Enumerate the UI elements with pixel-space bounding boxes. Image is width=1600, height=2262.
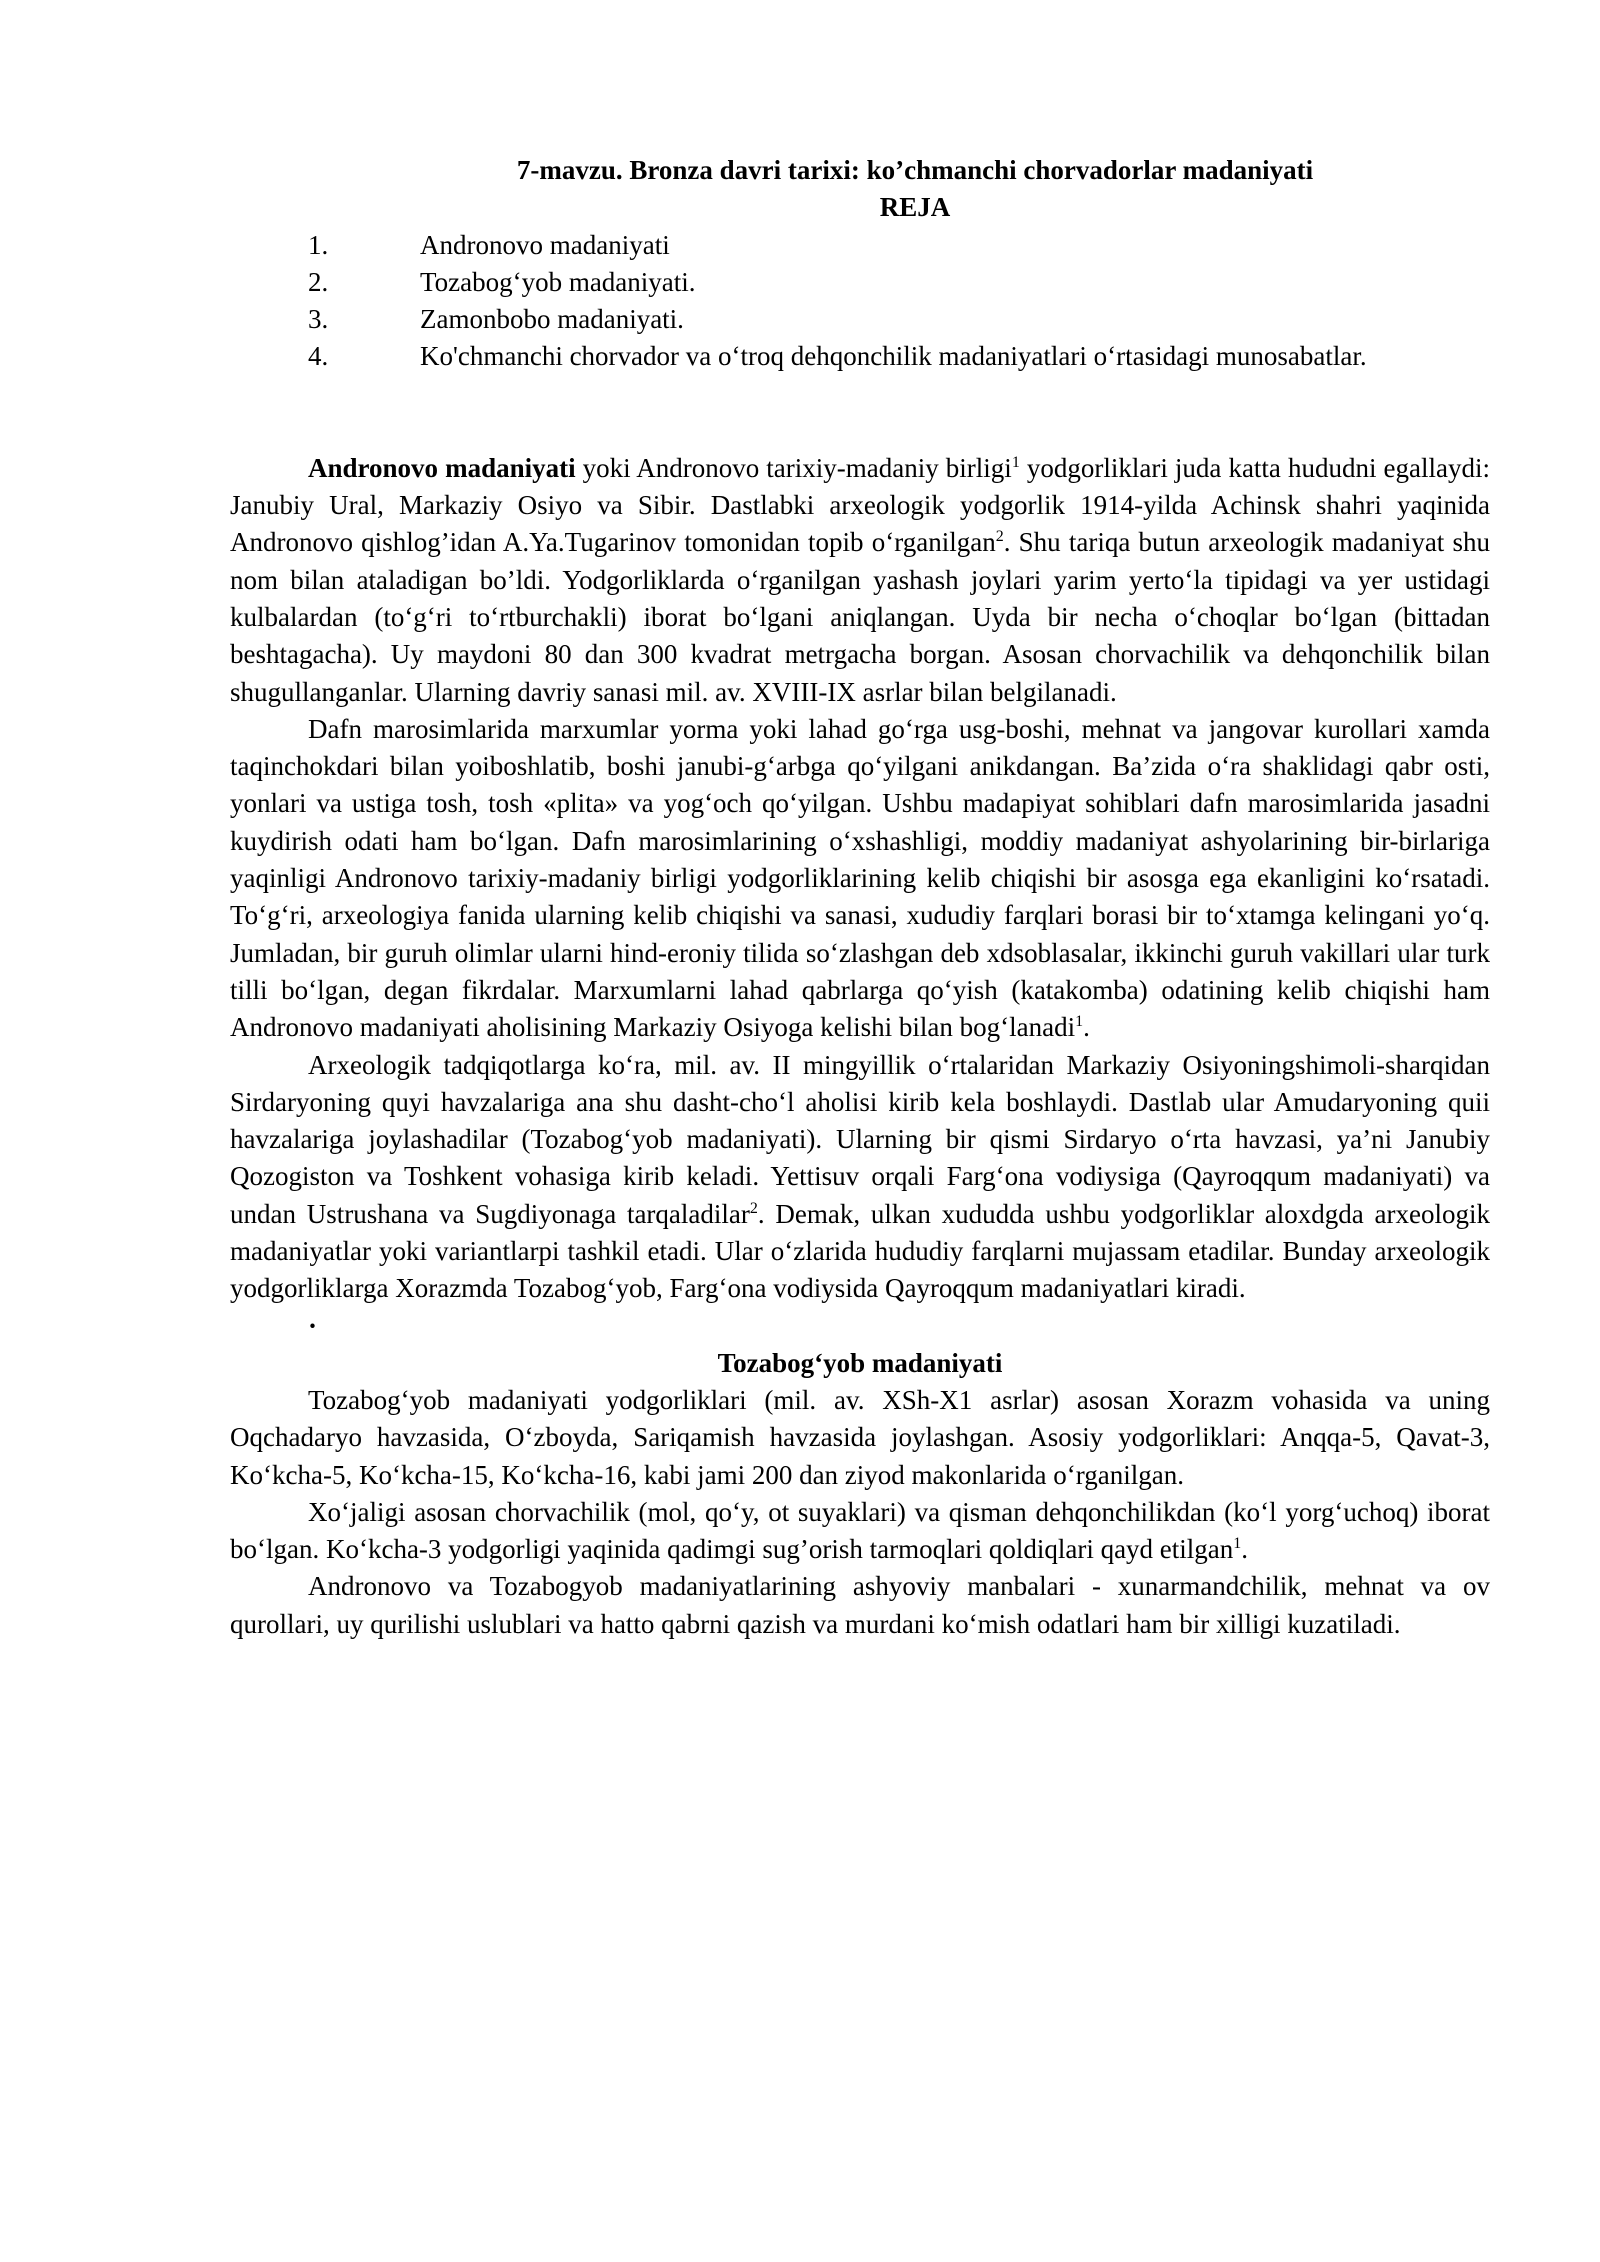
paragraph-text: . Shu tariqa butun arxeologik madaniyat shu nom bilan ataladigan bo’ldi. Yodgorliklarda o‘rganilgan yashash joylari yarim yerto‘la tipidagi va yer ustidagi kulbalardan (to‘g‘ri to‘rtburchakli) iborat bo‘lgani aniqlangan. Uyda bir necha o‘choqlar bo‘lgan (bittadan beshtagacha). Uy maydoni 80 dan 300 kvadrat metrgacha borgan. Asosan chorvachilik va dehqonchilik bilan shugullanganlar. Ularning davriy sanasi mil. av. XVIII-IX asrlar bilan belgilanadi. [230,527,1490,707]
paragraph-andronovo-intro [230,450,1490,711]
footnote-marker: 1 [1233,1535,1242,1553]
document-page [230,152,1490,1643]
footnote-marker: 2 [995,528,1004,546]
document-title: 7-mavzu. Bronza davri tarixi: ko’chmanchi chorvadorlar madaniyati [516,155,1314,185]
paragraph-text: yoki Andronovo tarixiy-madaniy birligi [575,452,1012,483]
plan-item-text: Zamonbobo madaniyati. [420,304,684,335]
bullet-dot: · [308,1310,318,1341]
paragraph-text: yodgorliklari juda katta hududni egallaydi: Janubiy Ural, Markaziy Osiyo va Sibir. Dastlabki arxeologik yodgorlik 1914-yilda Achinsk shahri yaqinida Andronovo qishlog’idan A.Ya.Tugarinov tomonidan topib o‘rganilgan [230,452,1490,558]
paragraph-economy [230,1494,1490,1569]
paragraph-text: . Demak, ulkan xududda ushbu yodgorliklar aloxdgda arxeologik madaniyatlar yoki variantlarpi tashkil etadi. Ular o‘zlarida hududiy farqlarni mujassam etadilar. Bunday arxeologik yodgorliklarga Xorazmda Tozabog‘yob, Farg‘ona vodiysida Qayroqqum madaniyatlari kiradi. [230,1198,1490,1304]
plan-item-number: 2. [308,266,329,297]
section-heading-tozabogyob: Tozabog‘yob madaniyati [717,1347,1003,1378]
plan-item [230,301,1490,338]
footnote-marker: 1 [1075,1013,1084,1031]
plan-item-number: 4. [308,341,329,372]
plan-item-text: Tozabog‘yob madaniyati. [420,266,696,297]
paragraph-migration [230,1047,1490,1308]
paragraph-text: . [1083,1012,1090,1043]
footnote-marker: 2 [749,1199,758,1217]
paragraph-text: . [1241,1534,1249,1565]
plan-item-text: Andronovo madaniyati [420,229,670,260]
paragraph-tozabogyob-sites: Tozabog‘yob madaniyati yodgorliklari (mil. av. XSh-X1 asrlar) asosan Xorazm vohasida va uning Oqchadaryo havzasida, O‘zboyda, Sariqamish havzasida joylashgan. Asosiy yodgorliklari: Anqqa-5, Qavat-3, Ko‘kcha-5, Ko‘kcha-15, Ko‘kcha-16, kabi jami 200 dan ziyod makonlarida o‘rganilgan. [230,1384,1490,1490]
plan-item-number: 1. [308,229,329,260]
paragraph-text: Xo‘jaligi asosan chorvachilik (mol, qo‘y, ot suyaklari) va qisman dehqonchilikdan (ko‘l yorg‘uchoq) iborat bo‘lgan. Ko‘kcha-3 yodgorligi yaqinida qadimgi sug’orish tarmoqlari qoldiqlari qayd etilgan [230,1496,1490,1565]
paragraph-lead-term: Andronovo madaniyati [308,452,576,483]
plan-item-text: Ko'chmanchi chorvador va o‘troq dehqonchilik madaniyatlari o‘rtasidagi munosabatlar. [420,341,1367,372]
paragraph-burial-rites [230,711,1490,1047]
paragraph-text: Arxeologik tadqiqotlarga ko‘ra, mil. av. II mingyillik o‘rtalaridan Markaziy Osiyoningshimoli-sharqidan Sirdaryoning quyi havzalariga ana shu dasht-cho‘l aholisi kirib kela boshlaydi. Dastlab ular Amudaryoning quii havzalariga joylashadilar (Tozabog‘yob madaniyati). Ularning bir qismi Sirdaryo o‘rta havzasi, ya’ni Janubiy Qozogiston va Toshkent vohasiga kirib keladi. Yettisuv orqali Farg‘ona vodiysiga (Qayroqqum madaniyati) va undan Ustrushana va Sugdiyonaga tarqaladilar [230,1049,1490,1229]
plan-item [230,227,1490,264]
plan-item [230,338,1490,375]
paragraph-text: Dafn marosimlarida marxumlar yorma yoki lahad go‘rga usg-boshi, mehnat va jangovar kurollari xamda taqinchokdari bilan yoiboshlatib, boshi janubi-g‘arbga qo‘yilgani anikdangan. Ba’zida o‘ra shaklidagi qabr osti, yonlari va ustiga tosh, tosh «plita» va yog‘och qo‘yilgan. Ushbu madapiyat sohiblari dafn marosimlarida jasadni kuydirish odati ham bo‘lgan. Dafn marosimlarining o‘xshashligi, moddiy madaniyat ashyolarining bir-birlariga yaqinligi Andronovo tarixiy-madaniy birligi yodgorliklarining kelib chiqishi bir asosga ega ekanligini ko‘rsatadi. To‘g‘ri, arxeologiya fanida ularning kelib chiqishi va sanasi, xududiy farqlari borasi bir to‘xtamga kelingani yo‘q. Jumladan, bir guruh olimlar ularni hind-eroniy tilida so‘zlashgan deb xdsoblasalar, ikkinchi guruh vakillari ular turk tilli bo‘lgan, degan fikrdalar. Marxumlarni lahad qabrlarga qo‘yish (katakomba) odatining kelib chiqishi ham Andronovo madaniyati aholisining Markaziy Osiyoga kelishi bilan bog‘lanadi [230,713,1490,1043]
plan-heading: REJA [879,192,951,223]
footnote-marker: 1 [1011,453,1020,471]
plan-item [230,264,1490,301]
paragraph-comparison: Andronovo va Tozabogyob madaniyatlarining ashyoviy manbalari - xunarmandchilik, mehnat va ov qurollari, uy qurilishi uslublari va hatto qabrni qazish va murdani ko‘mish odatlari ham bir xilligi kuzatiladi. [230,1571,1490,1639]
plan-list [230,227,1490,376]
plan-item-number: 3. [308,304,329,335]
